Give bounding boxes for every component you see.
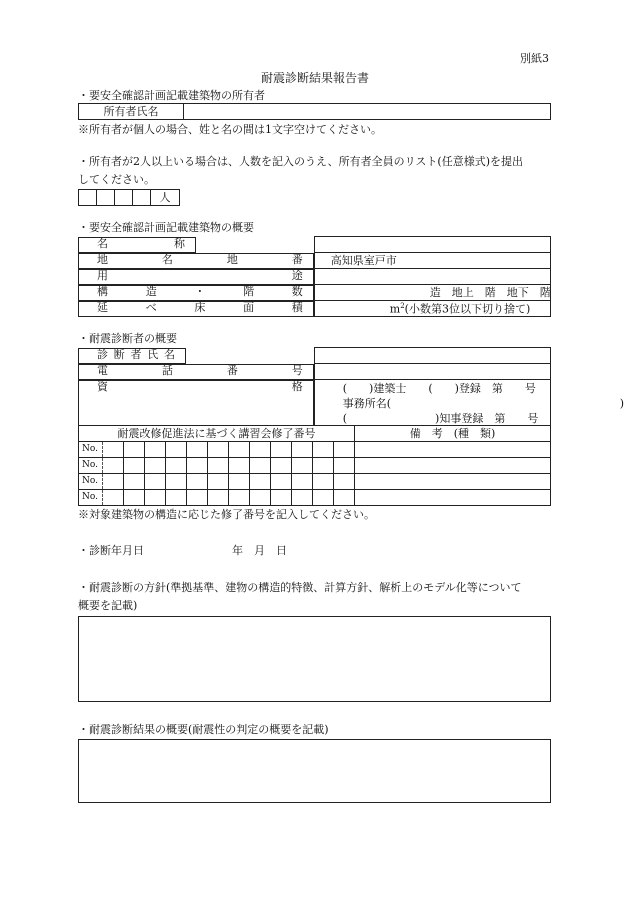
diagnoser-qualification-field[interactable] bbox=[314, 380, 625, 426]
course-number-header: 耐震改修促進法に基づく講習会修了番号 bbox=[79, 426, 355, 442]
table-row bbox=[79, 474, 551, 490]
owner-count-digit[interactable] bbox=[115, 190, 133, 206]
result-heading: ・耐震診断結果の概要(耐震性の判定の概要を記載) bbox=[78, 723, 329, 736]
building-name-label: 名 称 bbox=[78, 237, 196, 253]
course-digit-cell[interactable] bbox=[103, 474, 124, 490]
building-address-field[interactable]: 高知県室戸市 bbox=[314, 253, 550, 269]
course-digit-cell[interactable] bbox=[292, 474, 313, 490]
course-digit-cell[interactable] bbox=[187, 490, 208, 506]
building-area-field[interactable] bbox=[314, 301, 550, 317]
course-digit-cell[interactable] bbox=[250, 442, 271, 458]
owner-count-digit[interactable] bbox=[133, 190, 151, 206]
table-row bbox=[79, 490, 551, 506]
diagnoser-table bbox=[78, 347, 625, 426]
course-digit-cell[interactable] bbox=[229, 458, 250, 474]
course-note: ※対象建築物の構造に応じた修了番号を記入してください。 bbox=[78, 508, 375, 521]
multi-owner-note-line1: ・所有者が2人以上いる場合は、人数を記入のうえ、所有者全員のリスト(任意様式)を提出 bbox=[78, 155, 524, 168]
course-digit-cell[interactable] bbox=[313, 490, 334, 506]
course-digit-cell[interactable] bbox=[271, 458, 292, 474]
diagnosis-date-label: ・診断年月日 bbox=[78, 544, 144, 557]
course-digit-cell[interactable] bbox=[271, 442, 292, 458]
owner-count-table bbox=[78, 189, 180, 206]
owner-name-label: 所有者氏名 bbox=[79, 104, 184, 120]
course-digit-cell[interactable] bbox=[145, 474, 166, 490]
owner-table bbox=[78, 103, 551, 120]
attachment-number: 別紙3 bbox=[520, 52, 549, 65]
course-digit-cell[interactable] bbox=[250, 474, 271, 490]
course-digit-cell[interactable] bbox=[334, 442, 355, 458]
course-digit-cell[interactable] bbox=[145, 490, 166, 506]
owner-section-heading: ・要安全確認計画記載建築物の所有者 bbox=[78, 89, 265, 102]
remarks-cell[interactable] bbox=[355, 490, 551, 506]
course-digit-cell[interactable] bbox=[292, 442, 313, 458]
course-digit-cell[interactable] bbox=[208, 458, 229, 474]
policy-textarea[interactable] bbox=[78, 616, 551, 702]
course-digit-cell[interactable] bbox=[271, 474, 292, 490]
building-structure-label: 構 造 ・ 階 数 bbox=[78, 285, 314, 301]
course-table bbox=[78, 425, 551, 442]
building-structure-field[interactable]: 造 地上 階 地下 階 bbox=[314, 285, 550, 301]
remarks-cell[interactable] bbox=[355, 474, 551, 490]
course-digit-cell[interactable] bbox=[229, 442, 250, 458]
diagnoser-phone-label: 電 話 番 号 bbox=[78, 364, 314, 380]
building-section-heading: ・要安全確認計画記載建築物の概要 bbox=[78, 221, 254, 234]
course-row-prefix: No. bbox=[79, 474, 103, 490]
course-digit-cell[interactable] bbox=[166, 490, 187, 506]
area-unit-sup: 2 bbox=[400, 301, 405, 310]
course-digit-cell[interactable] bbox=[208, 490, 229, 506]
course-digit-cell[interactable] bbox=[334, 474, 355, 490]
course-digit-cell[interactable] bbox=[103, 442, 124, 458]
document-title: 耐震診断結果報告書 bbox=[260, 71, 369, 85]
course-row-prefix: No. bbox=[79, 458, 103, 474]
remarks-header: 備 考 (種 類) bbox=[355, 426, 551, 442]
course-digit-cell[interactable] bbox=[313, 458, 334, 474]
course-digit-cell[interactable] bbox=[334, 490, 355, 506]
owner-name-field[interactable] bbox=[184, 104, 551, 120]
course-digit-cell[interactable] bbox=[208, 474, 229, 490]
qualification-line2-start: 事務所名( bbox=[342, 397, 392, 410]
course-digit-cell[interactable] bbox=[187, 458, 208, 474]
area-unit: m bbox=[389, 302, 401, 316]
course-digit-cell[interactable] bbox=[124, 474, 145, 490]
course-digit-cell[interactable] bbox=[292, 490, 313, 506]
course-digit-cell[interactable] bbox=[124, 458, 145, 474]
diagnosis-date-field[interactable]: 年 月 日 bbox=[232, 544, 287, 557]
course-digit-cell[interactable] bbox=[124, 442, 145, 458]
course-digit-cell[interactable] bbox=[334, 458, 355, 474]
qualification-line3: ( )知事登録 第 号 bbox=[342, 412, 539, 425]
qualification-line2-end: ) bbox=[619, 397, 625, 410]
table-row bbox=[79, 458, 551, 474]
course-number-rows bbox=[78, 441, 551, 506]
course-digit-cell[interactable] bbox=[145, 458, 166, 474]
remarks-cell[interactable] bbox=[355, 442, 551, 458]
policy-heading-line2: 概要を記載) bbox=[78, 599, 138, 612]
diagnoser-phone-field[interactable] bbox=[314, 364, 550, 380]
building-address-label: 地 名 地 番 bbox=[78, 253, 314, 269]
diagnoser-name-field[interactable] bbox=[314, 348, 550, 364]
diagnoser-section-heading: ・耐震診断者の概要 bbox=[78, 332, 177, 345]
course-digit-cell[interactable] bbox=[166, 442, 187, 458]
building-use-field[interactable] bbox=[314, 269, 550, 285]
owner-count-digit[interactable] bbox=[97, 190, 115, 206]
owner-note: ※所有者が個人の場合、姓と名の間は1文字空けてください。 bbox=[78, 123, 382, 136]
course-digit-cell[interactable] bbox=[187, 442, 208, 458]
course-digit-cell[interactable] bbox=[271, 490, 292, 506]
course-digit-cell[interactable] bbox=[166, 458, 187, 474]
course-digit-cell[interactable] bbox=[292, 458, 313, 474]
building-table bbox=[78, 236, 551, 317]
area-rounding-note: (小数第3位以下切り捨て) bbox=[404, 302, 531, 316]
course-digit-cell[interactable] bbox=[313, 474, 334, 490]
qualification-line1: ( )建築士 ( )登録 第 号 bbox=[342, 382, 536, 395]
course-digit-cell[interactable] bbox=[187, 474, 208, 490]
course-digit-cell[interactable] bbox=[145, 442, 166, 458]
course-digit-cell[interactable] bbox=[166, 474, 187, 490]
course-digit-cell[interactable] bbox=[103, 490, 124, 506]
course-row-prefix: No. bbox=[79, 490, 103, 506]
diagnoser-name-label: 診 断 者 氏 名 bbox=[78, 348, 186, 364]
course-row-prefix: No. bbox=[79, 442, 103, 458]
course-digit-cell[interactable] bbox=[208, 442, 229, 458]
building-use-label: 用 途 bbox=[78, 269, 314, 285]
owner-count-digit[interactable] bbox=[79, 190, 97, 206]
course-digit-cell[interactable] bbox=[313, 442, 334, 458]
owner-count-unit: 人 bbox=[151, 190, 180, 206]
course-digit-cell[interactable] bbox=[250, 458, 271, 474]
table-row bbox=[79, 442, 551, 458]
course-digit-cell[interactable] bbox=[103, 458, 124, 474]
diagnoser-qualification-label: 資 格 bbox=[78, 380, 314, 426]
course-digit-cell[interactable] bbox=[250, 490, 271, 506]
course-number-grid bbox=[78, 441, 551, 506]
course-digit-cell[interactable] bbox=[124, 490, 145, 506]
course-digit-cell[interactable] bbox=[229, 474, 250, 490]
policy-heading-line1: ・耐震診断の方針(準拠基準、建物の構造的特徴、計算方針、解析上のモデル化等について bbox=[78, 581, 522, 594]
course-digit-cell[interactable] bbox=[229, 490, 250, 506]
result-textarea[interactable] bbox=[78, 739, 551, 803]
remarks-cell[interactable] bbox=[355, 458, 551, 474]
multi-owner-note-line2: してください。 bbox=[78, 173, 155, 186]
building-area-label: 延 べ 床 面 積 bbox=[78, 301, 314, 317]
building-name-field[interactable] bbox=[314, 237, 550, 253]
